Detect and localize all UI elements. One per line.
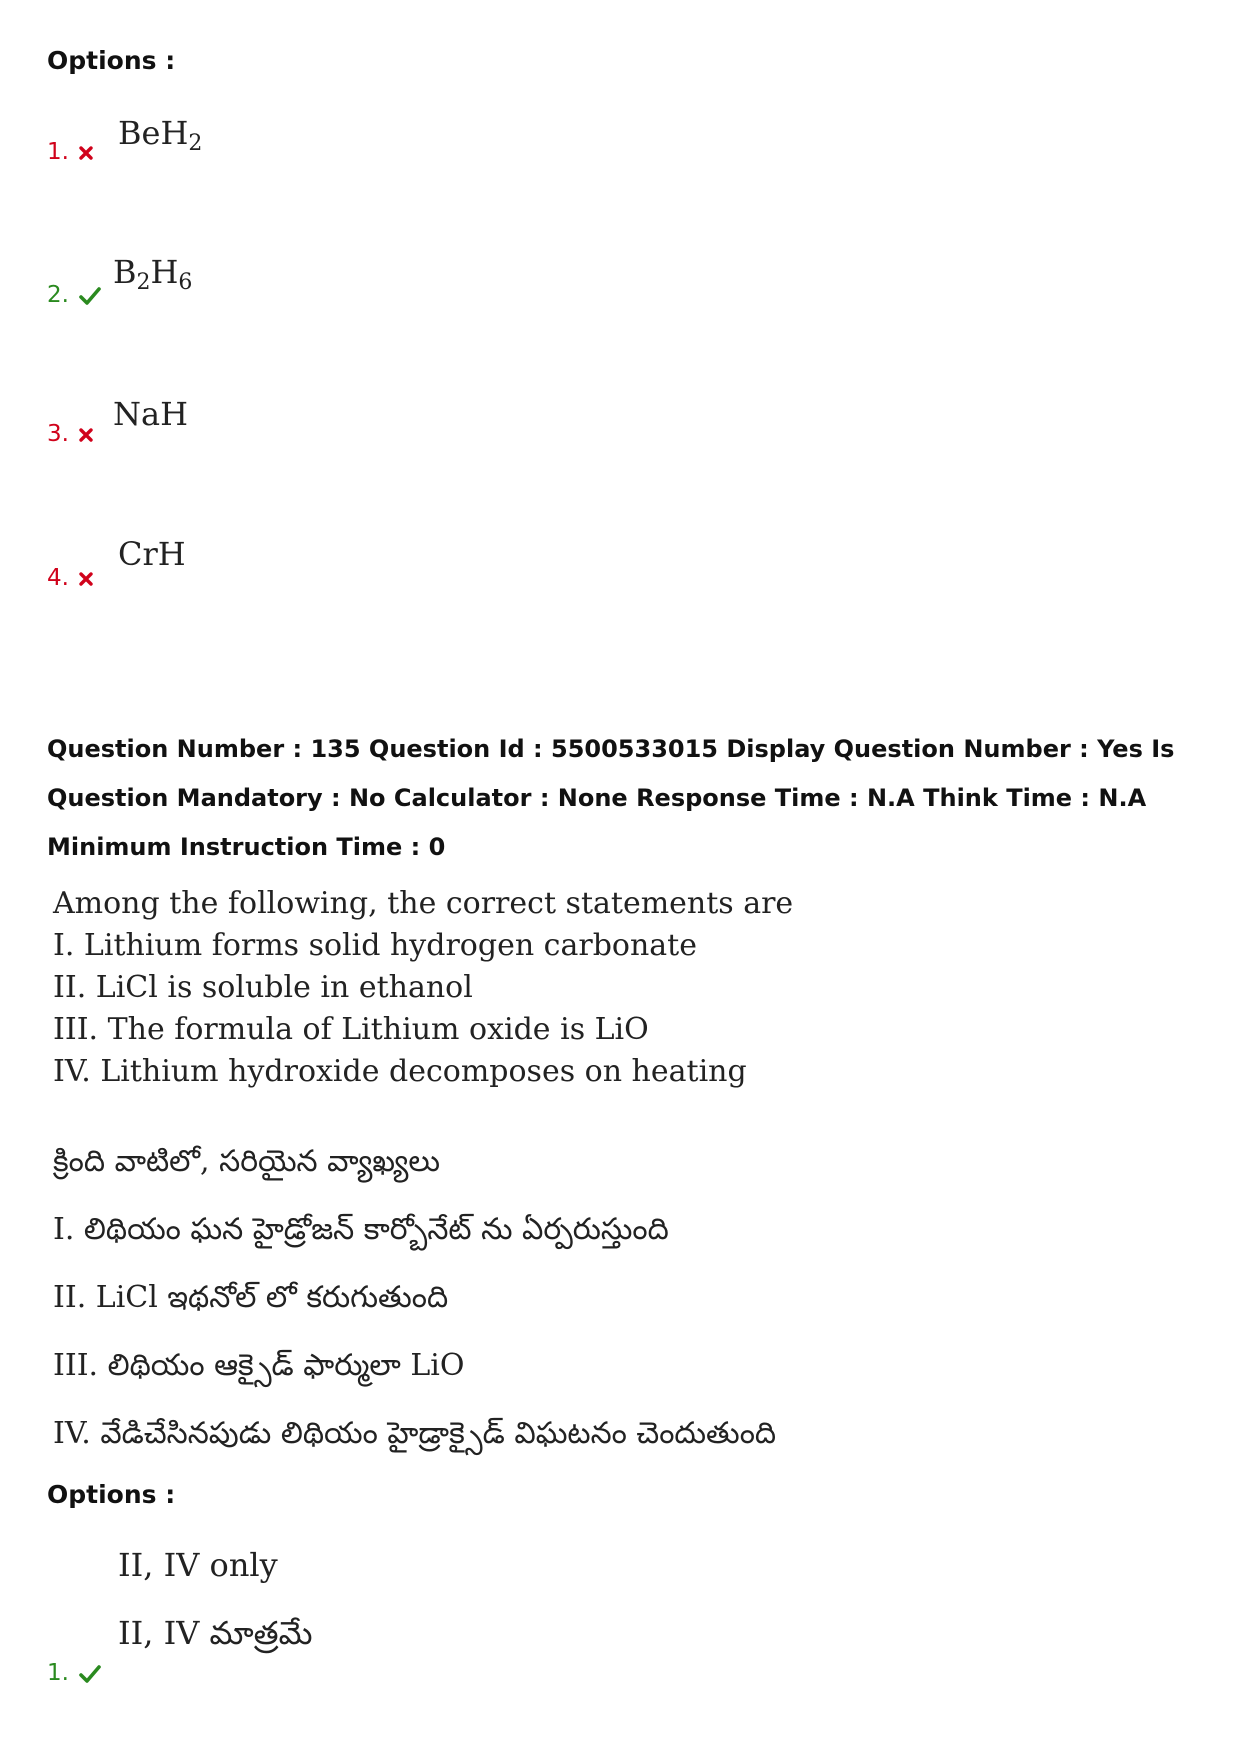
- telugu-statement-2: II. LiCl ఇథనోల్ లో కరుగుతుంది: [53, 1280, 449, 1315]
- options-label-top: Options :: [47, 46, 176, 75]
- option-formula-4: CrH: [118, 535, 186, 573]
- answer-option-row-1: [47, 1660, 101, 1687]
- cross-icon: [79, 571, 93, 590]
- question-meta: Question Number : 135 Question Id : 5500533015 Display Question Number : Yes Is Question Mandatory : No Calculator : None Response Time : N.A Think Time : N.A Minimum Instruction Time : 0: [47, 735, 1175, 861]
- statement-2: II. LiCl is soluble in ethanol: [53, 970, 473, 1005]
- question-stem: Among the following, the correct statements are: [53, 886, 794, 921]
- cross-icon: [79, 427, 93, 446]
- telugu-statement-1: I. లిథియం ఘన హైడ్రోజన్ కార్బోనేట్ ను ఏర్పరుస్తుంది: [53, 1212, 669, 1247]
- option-number: 2.: [47, 282, 69, 308]
- check-icon: [79, 287, 101, 309]
- check-icon: [79, 1665, 101, 1687]
- statement-1: I. Lithium forms solid hydrogen carbonate: [53, 928, 697, 963]
- question-telugu-stem: క్రింది వాటిలో, సరియైన వ్యాఖ్యలు: [53, 1144, 441, 1179]
- option-formula-3: NaH: [113, 395, 188, 433]
- statement-3: III. The formula of Lithium oxide is LiO: [53, 1012, 649, 1047]
- option-formula-1: BeH$_2$: [118, 114, 203, 156]
- telugu-statement-3: III. లిథియం ఆక్సైడ్ ఫార్ములా LiO: [53, 1348, 465, 1383]
- option-row-1: [47, 139, 93, 165]
- option-number: 1.: [47, 139, 69, 165]
- statement-4: IV. Lithium hydroxide decomposes on heating: [53, 1054, 747, 1089]
- answer-option-1-telugu: II, IV మాత్రమే: [118, 1614, 313, 1652]
- option-row-2: [47, 282, 101, 309]
- question-english: [53, 883, 793, 1093]
- options-label-bottom: Options :: [47, 1480, 176, 1509]
- answer-option-1-english: II, IV only: [118, 1546, 278, 1584]
- option-row-3: [47, 421, 93, 447]
- cross-icon: [79, 145, 93, 164]
- option-row-4: [47, 565, 93, 591]
- telugu-statement-4: IV. వేడిచేసినపుడు లిథియం హైడ్రాక్సైడ్ విఘటనం చెందుతుంది: [53, 1416, 777, 1451]
- option-number: 1.: [47, 1660, 69, 1686]
- option-number: 3.: [47, 421, 69, 447]
- option-formula-2: $B_2H_6$: [113, 253, 193, 295]
- option-number: 4.: [47, 565, 69, 591]
